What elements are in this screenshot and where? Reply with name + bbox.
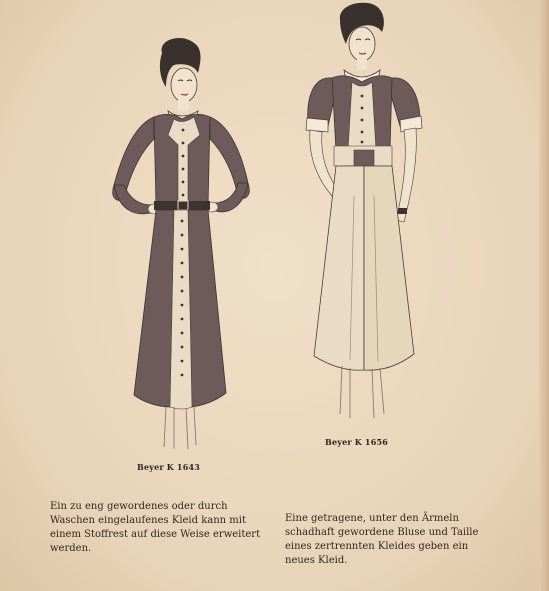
description-right: Eine getragene, unter den Ärmeln schadhaft gewordene Bluse und Taille eines zertrennten Kleides geben ein neues Kleid. <box>285 513 479 566</box>
figure-caption-right: Beyer K 1656 <box>325 437 388 447</box>
figure-caption-left: Beyer K 1643 <box>137 462 200 472</box>
dress-figure-right <box>280 0 450 430</box>
dress-figure-left <box>70 35 280 465</box>
page-edge <box>539 0 549 591</box>
description-left: Ein zu eng gewordenes oder durch Waschen eingelaufenes Kleid kann mit einem Stoffrest auf diese Weise erweitert werden. <box>50 501 261 554</box>
